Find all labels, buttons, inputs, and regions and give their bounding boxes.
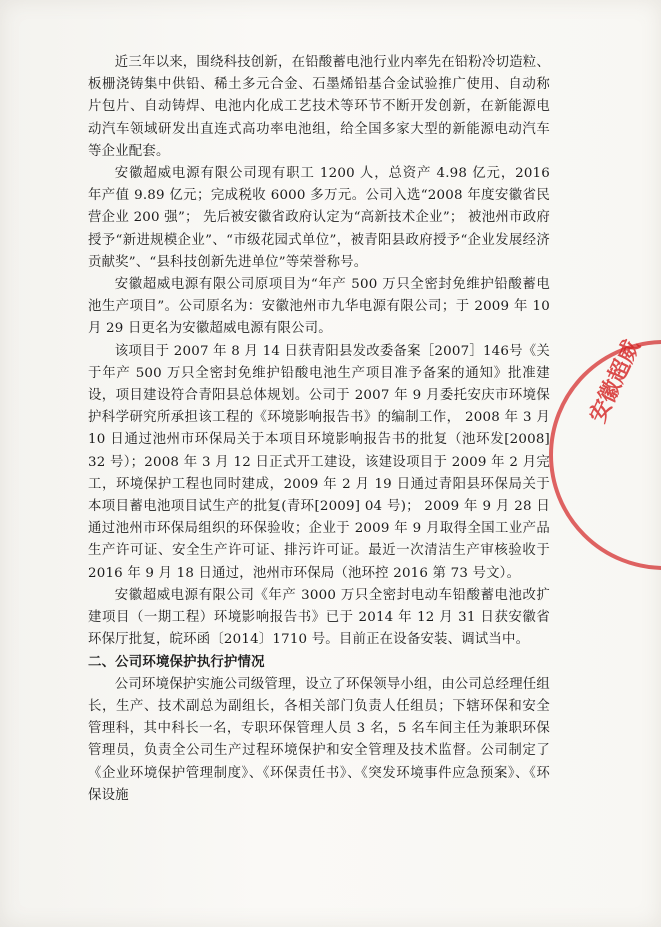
document-body (88, 52, 550, 807)
paragraph-company-profile: 安徽超威电源有限公司现有职工 1200 人，总资产 4.98 亿元，2016 年产值 9.89 亿元；完成税收 6000 多万元。公司入选“2008 年度安徽省民营企业 200 强”； 先后被安徽省政府认定为“高新技术企业”； 被池州市政府授予“新进规模企业”、“市级花园式单位”，被青阳县政府授予“企业发展经济贡献奖”、“县科技创新先进单位”等荣誉称号。 (88, 166, 550, 270)
section-heading: 二、公司环境保护执行护情况 (88, 654, 265, 671)
red-seal-stamp (549, 336, 661, 570)
paragraph-original-project: 安徽超威电源有限公司原项目为“年产 500 万只全密封免维护铅酸蓄电池生产项目”。公司原名为：安徽池州市九华电源有限公司；于 2009 年 10 月 29 日更名为安徽超威电源有限公司。 (88, 277, 550, 337)
paragraph-env-management: 公司环境保护实施公司级管理，设立了环保领导小组，由公司总经理任组长，生产、技术副总为副组长，各相关部门负责人任组员；下辖环保和安全管理科，其中科长一名，专职环保管理人员 3 名，5 名车间主任为兼职环保管理员，负责全公司生产过程环境保护和安全管理及技术监督。公司制定了《企业环境保护管理制度》、《环保责任书》、《突发环境事件应急预案》、《环保设施 (88, 676, 550, 803)
paragraph-project-approval: 该项目于 2007 年 8 月 14 日获青阳县发改委备案［2007］146号《关于年产 500 万只全密封免维护铅酸电池生产项目准予备案的通知》批准建设，项目建设符合青阳县总体规划。公司于 2007 年 9 月委托安庆市环境保护科学研究所承担该工程的《环境影响报告书》的编制工作， 2008 年 3 月 10 日通过池州市环保局关于本项目环境影响报告书的批复（池环发[2008] 32 号）；2008 年 3 月 12 日正式开工建设，该建设项目于 2009 年 2 月完工，环境保护工程也同时建成，2009 年 2 月 19 日通过青阳县环保局关于本项目蓄电池项目试生产的批复(青环[2009] 04 号)； 2009 年 9 月 28 日通过池州市环保局组织的环保验收；企业于 2009 年 9 月取得全国工业产品生产许可证、安全生产许可证、排污许可证。最近一次清洁生产审核验收于 2016 年 9 月 18 日通过，池州市环保局（池环控 2016 第 73 号文）。 (88, 343, 550, 581)
seal-text: 安徽超威 (585, 336, 646, 427)
paragraph-expansion-project: 安徽超威电源有限公司《年产 3000 万只全密封电动车铅酸蓄电池改扩建项目（一期工程）环境影响报告书》已于 2014 年 12 月 31 日获安徽省环保厅批复，皖环函〔2014〕1710 号。目前正在设备安装、调试当中。 (88, 587, 550, 648)
paragraph-tech-innovation: 近三年以来，围绕科技创新，在铅酸蓄电池行业内率先在铅粉冷切造粒、板栅浇铸集中供铅、稀土多元合金、石墨烯铅基合金试验推广使用、自动称片包片、自动铸焊、电池内化成工艺技术等环节不断开发创新，在新能源电动汽车领域研发出直连式高功率电池组，给全国多家大型的新能源电动汽车等企业配套。 (88, 55, 550, 159)
